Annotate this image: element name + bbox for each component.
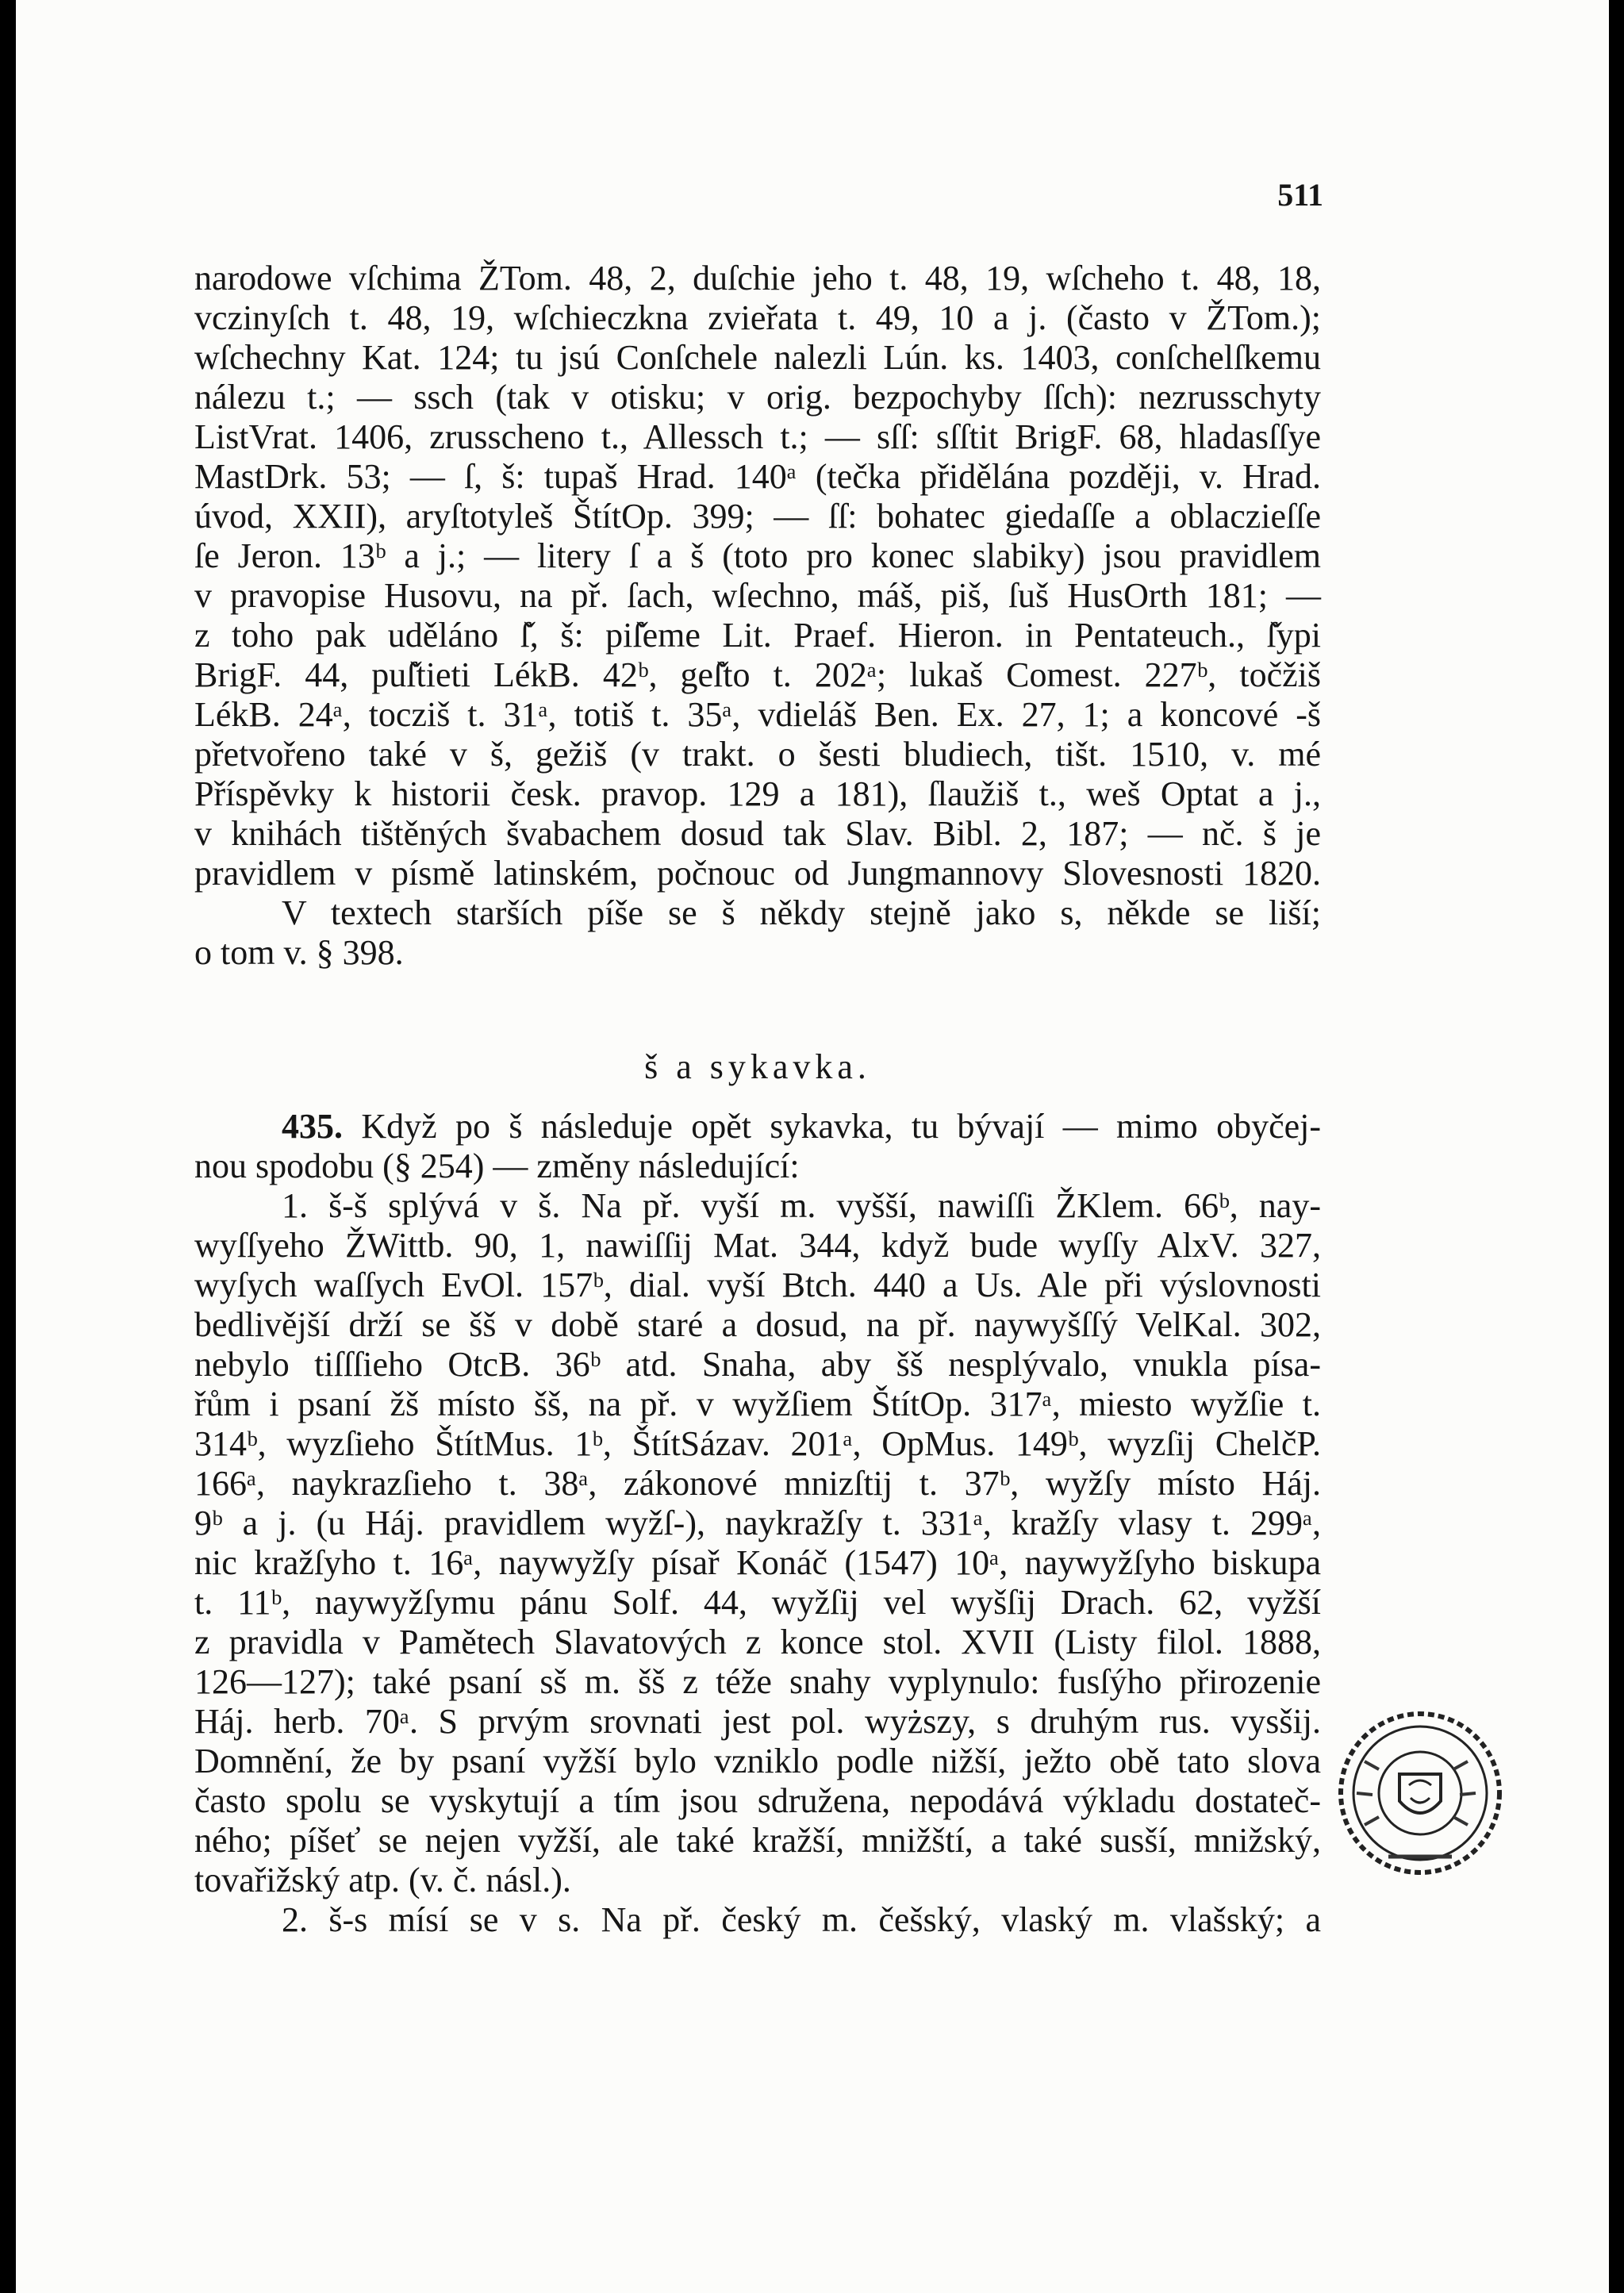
section-intro-text: Když po š následuje opět sykavka, tu bývají — mimo obyčej-	[361, 1107, 1322, 1146]
text-line: přetvořeno také v š, gežiš (v trakt. o šesti bludiech, tišt. 1510, v. mé	[194, 735, 1321, 774]
text-line: 126—127); také psaní sš m. šš z téže snahy vyplynulo: fusſýho přirozenie	[194, 1662, 1321, 1701]
text-line: 2. š-s mísí se v s. Na př. český m. češský, vlaský m. vlašský; a	[282, 1900, 1321, 1939]
text-line: 166ᵃ, naykrazſieho t. 38ᵃ, zákonové mnizſtij t. 37ᵇ, wyžſy místo Háj.	[194, 1464, 1321, 1503]
text-line: nic kražſyho t. 16ᵃ, naywyžſy písař Konáč (1547) 10ᵃ, naywyžſyho biskupa	[194, 1543, 1321, 1582]
text-line: z pravidla v Pamětech Slavatových z konce stol. XVII (Listy filol. 1888,	[194, 1623, 1321, 1661]
text-line: bedlivější drží se šš v době staré a dosud, na př. naywyšſſý VelKal. 302,	[194, 1305, 1321, 1344]
text-line: LékB. 24ᵃ, tocziš t. 31ᵃ, totiš t. 35ᵃ, vdieláš Ben. Ex. 27, 1; a koncové -š	[194, 695, 1321, 734]
text-line: V textech starších píše se š někdy stejně jako s, někde se liší;	[282, 893, 1321, 932]
text-line: 9ᵇ a j. (u Háj. pravidlem wyžſ-), naykražſy t. 331ᵃ, kražſy vlasy t. 299ᵃ,	[194, 1504, 1321, 1542]
section-first-line	[282, 1107, 1321, 1146]
text-line: z toho pak uděláno ſ̌, š: piſ̌eme Lit. Praef. Hieron. in Pentateuch., ſ̌ypi	[194, 616, 1321, 655]
section-number: 435.	[282, 1107, 343, 1146]
text-line: MastDrk. 53; — ſ, š: tupaš Hrad. 140ᵃ (tečka přidělána později, v. Hrad.	[194, 457, 1321, 496]
book-page	[16, 0, 1609, 2293]
text-line: wyſych waſſych EvOl. 157ᵇ, dial. vyší Btch. 440 a Us. Ale při výslovnosti	[194, 1266, 1321, 1304]
text-line: nebylo tiſſſieho OtcB. 36ᵇ atd. Snaha, aby šš nesplývalo, vnukla písa-	[194, 1345, 1321, 1384]
text-line: úvod, XXII), aryſtotyleš ŠtítOp. 399; — ſſ: bohatec giedaſſe a oblaczieſſe	[194, 497, 1321, 536]
text-line: o tom v. § 398.	[194, 933, 404, 972]
text-line: Háj. herb. 70ᵃ. S prvým srovnati jest pol. wyższy, s druhým rus. vysšij.	[194, 1702, 1321, 1741]
text-line: vczinyſch t. 48, 19, wſchieczkna zvieřata t. 49, 10 a j. (často v ŽTom.);	[194, 298, 1321, 337]
text-line: řům i psaní žš místo šš, na př. v wyžſiem ŠtítOp. 317ᵃ, miesto wyžſie t.	[194, 1385, 1321, 1423]
section-heading: š a sykavka.	[644, 1047, 871, 1086]
text-line: ListVrat. 1406, zrusscheno t., Allessch t.; — sſſ: sſſtit BrigF. 68, hladasſſye	[194, 417, 1321, 456]
text-line: Domnění, že by psaní vyžší bylo vzniklo podle nižší, ježto obě tato slova	[194, 1742, 1321, 1780]
text-line: nálezu t.; — ssch (tak v otisku; v orig. bezpochyby ſſch): nezrusschyty	[194, 378, 1321, 417]
text-line: wſchechny Kat. 124; tu jsú Conſchele nalezli Lún. ks. 1403, conſchelſkemu	[194, 338, 1321, 377]
text-line: v knihách tištěných švabachem dosud tak Slav. Bibl. 2, 187; — nč. š je	[194, 814, 1321, 853]
library-stamp-icon	[1333, 1706, 1507, 1880]
text-line: 314ᵇ, wyzſieho ŠtítMus. 1ᵇ, ŠtítSázav. 201ᵃ, OpMus. 149ᵇ, wyzſij ChelčP.	[194, 1424, 1321, 1463]
text-line: wyſſyeho ŽWittb. 90, 1, nawiſſij Mat. 344, když bude wyſſy AlxV. 327,	[194, 1226, 1321, 1265]
text-line: narodowe vſchima ŽTom. 48, 2, duſchie jeho t. 48, 19, wſcheho t. 48, 18,	[194, 259, 1321, 298]
text-line: pravidlem v písmě latinském, počnouc od Jungmannovy Slovesnosti 1820.	[194, 854, 1321, 893]
text-line: tovařižský atp. (v. č. násl.).	[194, 1861, 571, 1899]
text-line: ſe Jeron. 13ᵇ a j.; — litery ſ a š (toto pro konec slabiky) jsou pravidlem	[194, 536, 1321, 575]
text-line: Příspěvky k historii česk. pravop. 129 a 181), ſlaužiš t., weš Optat a j.,	[194, 774, 1321, 813]
text-line: t. 11ᵇ, naywyžſymu pánu Solf. 44, wyžſij vel wyšſij Drach. 62, vyžší	[194, 1583, 1321, 1622]
text-line: BrigF. 44, puſ̌tieti LékB. 42ᵇ, geſ̌to t. 202ᵃ; lukaš Comest. 227ᵇ, točžiš	[194, 655, 1321, 694]
page-number: 511	[1277, 177, 1323, 213]
text-line: nou spodobu (§ 254) — změny následující:	[194, 1146, 800, 1185]
text-line: v pravopise Husovu, na př. ſach, wſechno, máš, piš, ſuš HusOrth 181; —	[194, 576, 1321, 615]
text-line: ného; píšeť se nejen vyžší, ale také kražší, mnižští, a také susší, mnižský,	[194, 1821, 1321, 1860]
text-line: často spolu se vyskytují a tím jsou sdružena, nepodává výkladu dostateč-	[194, 1781, 1321, 1820]
text-line: 1. š-š splývá v š. Na př. vyší m. vyšší, nawiſſi ŽKlem. 66ᵇ, nay-	[282, 1186, 1321, 1225]
